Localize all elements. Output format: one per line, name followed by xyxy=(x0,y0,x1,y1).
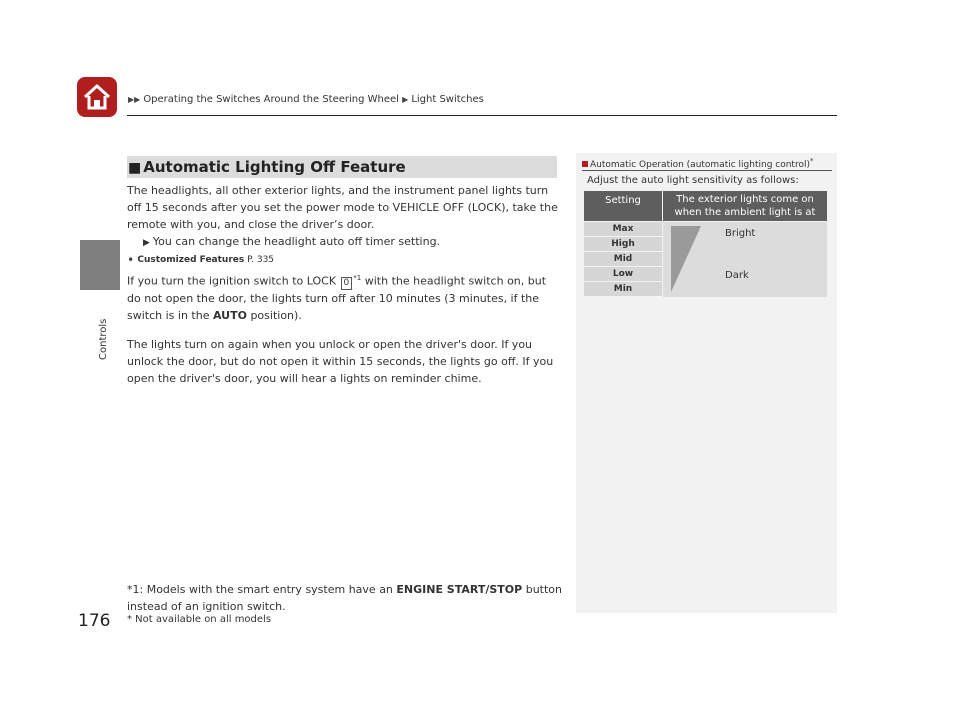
table-row: Mid xyxy=(584,252,662,266)
paragraph-1-text: The headlights, all other exterior lights, and the instrument panel lights turn off 15 seconds after you set the power mode to VEHICLE OFF (LOCK), take the remote with you, and close the driver’s door. xyxy=(127,184,558,231)
paragraph-2-part-c: position). xyxy=(250,308,302,322)
table-row: Min xyxy=(584,282,662,296)
dark-label: Dark xyxy=(725,270,749,281)
arrow-icon: ▶ xyxy=(143,238,150,248)
table-header-setting: Setting xyxy=(584,191,662,221)
sidebar-title-sup: * xyxy=(810,157,814,165)
table-header-lights-line-2: when the ambient light is at xyxy=(674,207,816,218)
breadcrumb-item-switches[interactable]: Operating the Switches Around the Steering Wheel xyxy=(143,94,399,105)
side-tab-label: Controls xyxy=(98,318,109,360)
reference-page: P. 335 xyxy=(247,255,275,265)
table-header-lights-line-1: The exterior lights come on xyxy=(676,194,814,205)
table-row: High xyxy=(584,237,662,251)
sidebar-title-text: Automatic Operation (automatic lighting control) xyxy=(590,160,810,170)
sub-note-text: You can change the headlight auto off timer setting. xyxy=(152,235,441,248)
paragraph-1 xyxy=(127,182,562,269)
table-row: Max xyxy=(584,222,662,236)
breadcrumb xyxy=(128,94,484,105)
paragraph-2 xyxy=(127,270,562,324)
breadcrumb-item-light-switches[interactable]: Light Switches xyxy=(411,94,484,105)
sidebar-title xyxy=(582,157,814,170)
table-header-lights xyxy=(663,191,827,221)
side-tab xyxy=(80,240,120,290)
footnote-marker: *1 xyxy=(353,274,362,282)
paragraph-2-part-b: with the headlight switch on, but do not open the door, the lights turn off after 10 minutes (3 minutes, if the switch is in the xyxy=(127,274,547,322)
page-number: 176 xyxy=(78,611,111,631)
brightness-wedge-icon xyxy=(671,226,701,292)
footnote-part-a: *1: Models with the smart entry system have an xyxy=(127,583,393,596)
paragraph-3: The lights turn on again when you unlock or open the driver's door. If you unlock the door, but do not open it within 15 seconds, the lights go off. If you open the driver's door, you will hear a lights on reminder chime. xyxy=(127,338,554,385)
reference-label: Customized Features xyxy=(137,255,245,265)
footnote xyxy=(127,581,562,615)
breadcrumb-arrow-icon: ▶ xyxy=(402,95,409,104)
sensitivity-table xyxy=(584,191,827,297)
note-icon xyxy=(582,161,588,167)
home-icon[interactable] xyxy=(77,77,117,117)
footnote-bold: ENGINE START/STOP xyxy=(396,583,523,596)
footnote-part-b: button instead of an ignition switch. xyxy=(127,583,563,613)
cross-reference[interactable] xyxy=(127,252,562,269)
paragraph-2-part-a: If you turn the ignition switch to LOCK xyxy=(127,274,337,288)
header-rule xyxy=(127,115,837,116)
lock-position-key: 0 xyxy=(341,277,353,290)
section-heading xyxy=(127,156,557,178)
sub-note xyxy=(127,233,562,252)
auto-label: AUTO xyxy=(212,308,247,322)
brightness-scale xyxy=(663,222,827,297)
sidebar-note xyxy=(576,153,837,613)
section-heading-text: Automatic Lighting Off Feature xyxy=(143,158,406,176)
table-row: Low xyxy=(584,267,662,281)
setting-rows xyxy=(584,222,662,297)
reference-arrow-icon: ➧ xyxy=(127,255,135,265)
sidebar-rule xyxy=(582,170,832,171)
breadcrumb-arrow-icon: ▶▶ xyxy=(128,95,141,104)
availability-note: * Not available on all models xyxy=(127,614,272,625)
square-bullet-icon: ■ xyxy=(128,160,142,176)
sidebar-intro: Adjust the auto light sensitivity as follows: xyxy=(587,175,799,186)
bright-label: Bright xyxy=(725,228,756,239)
